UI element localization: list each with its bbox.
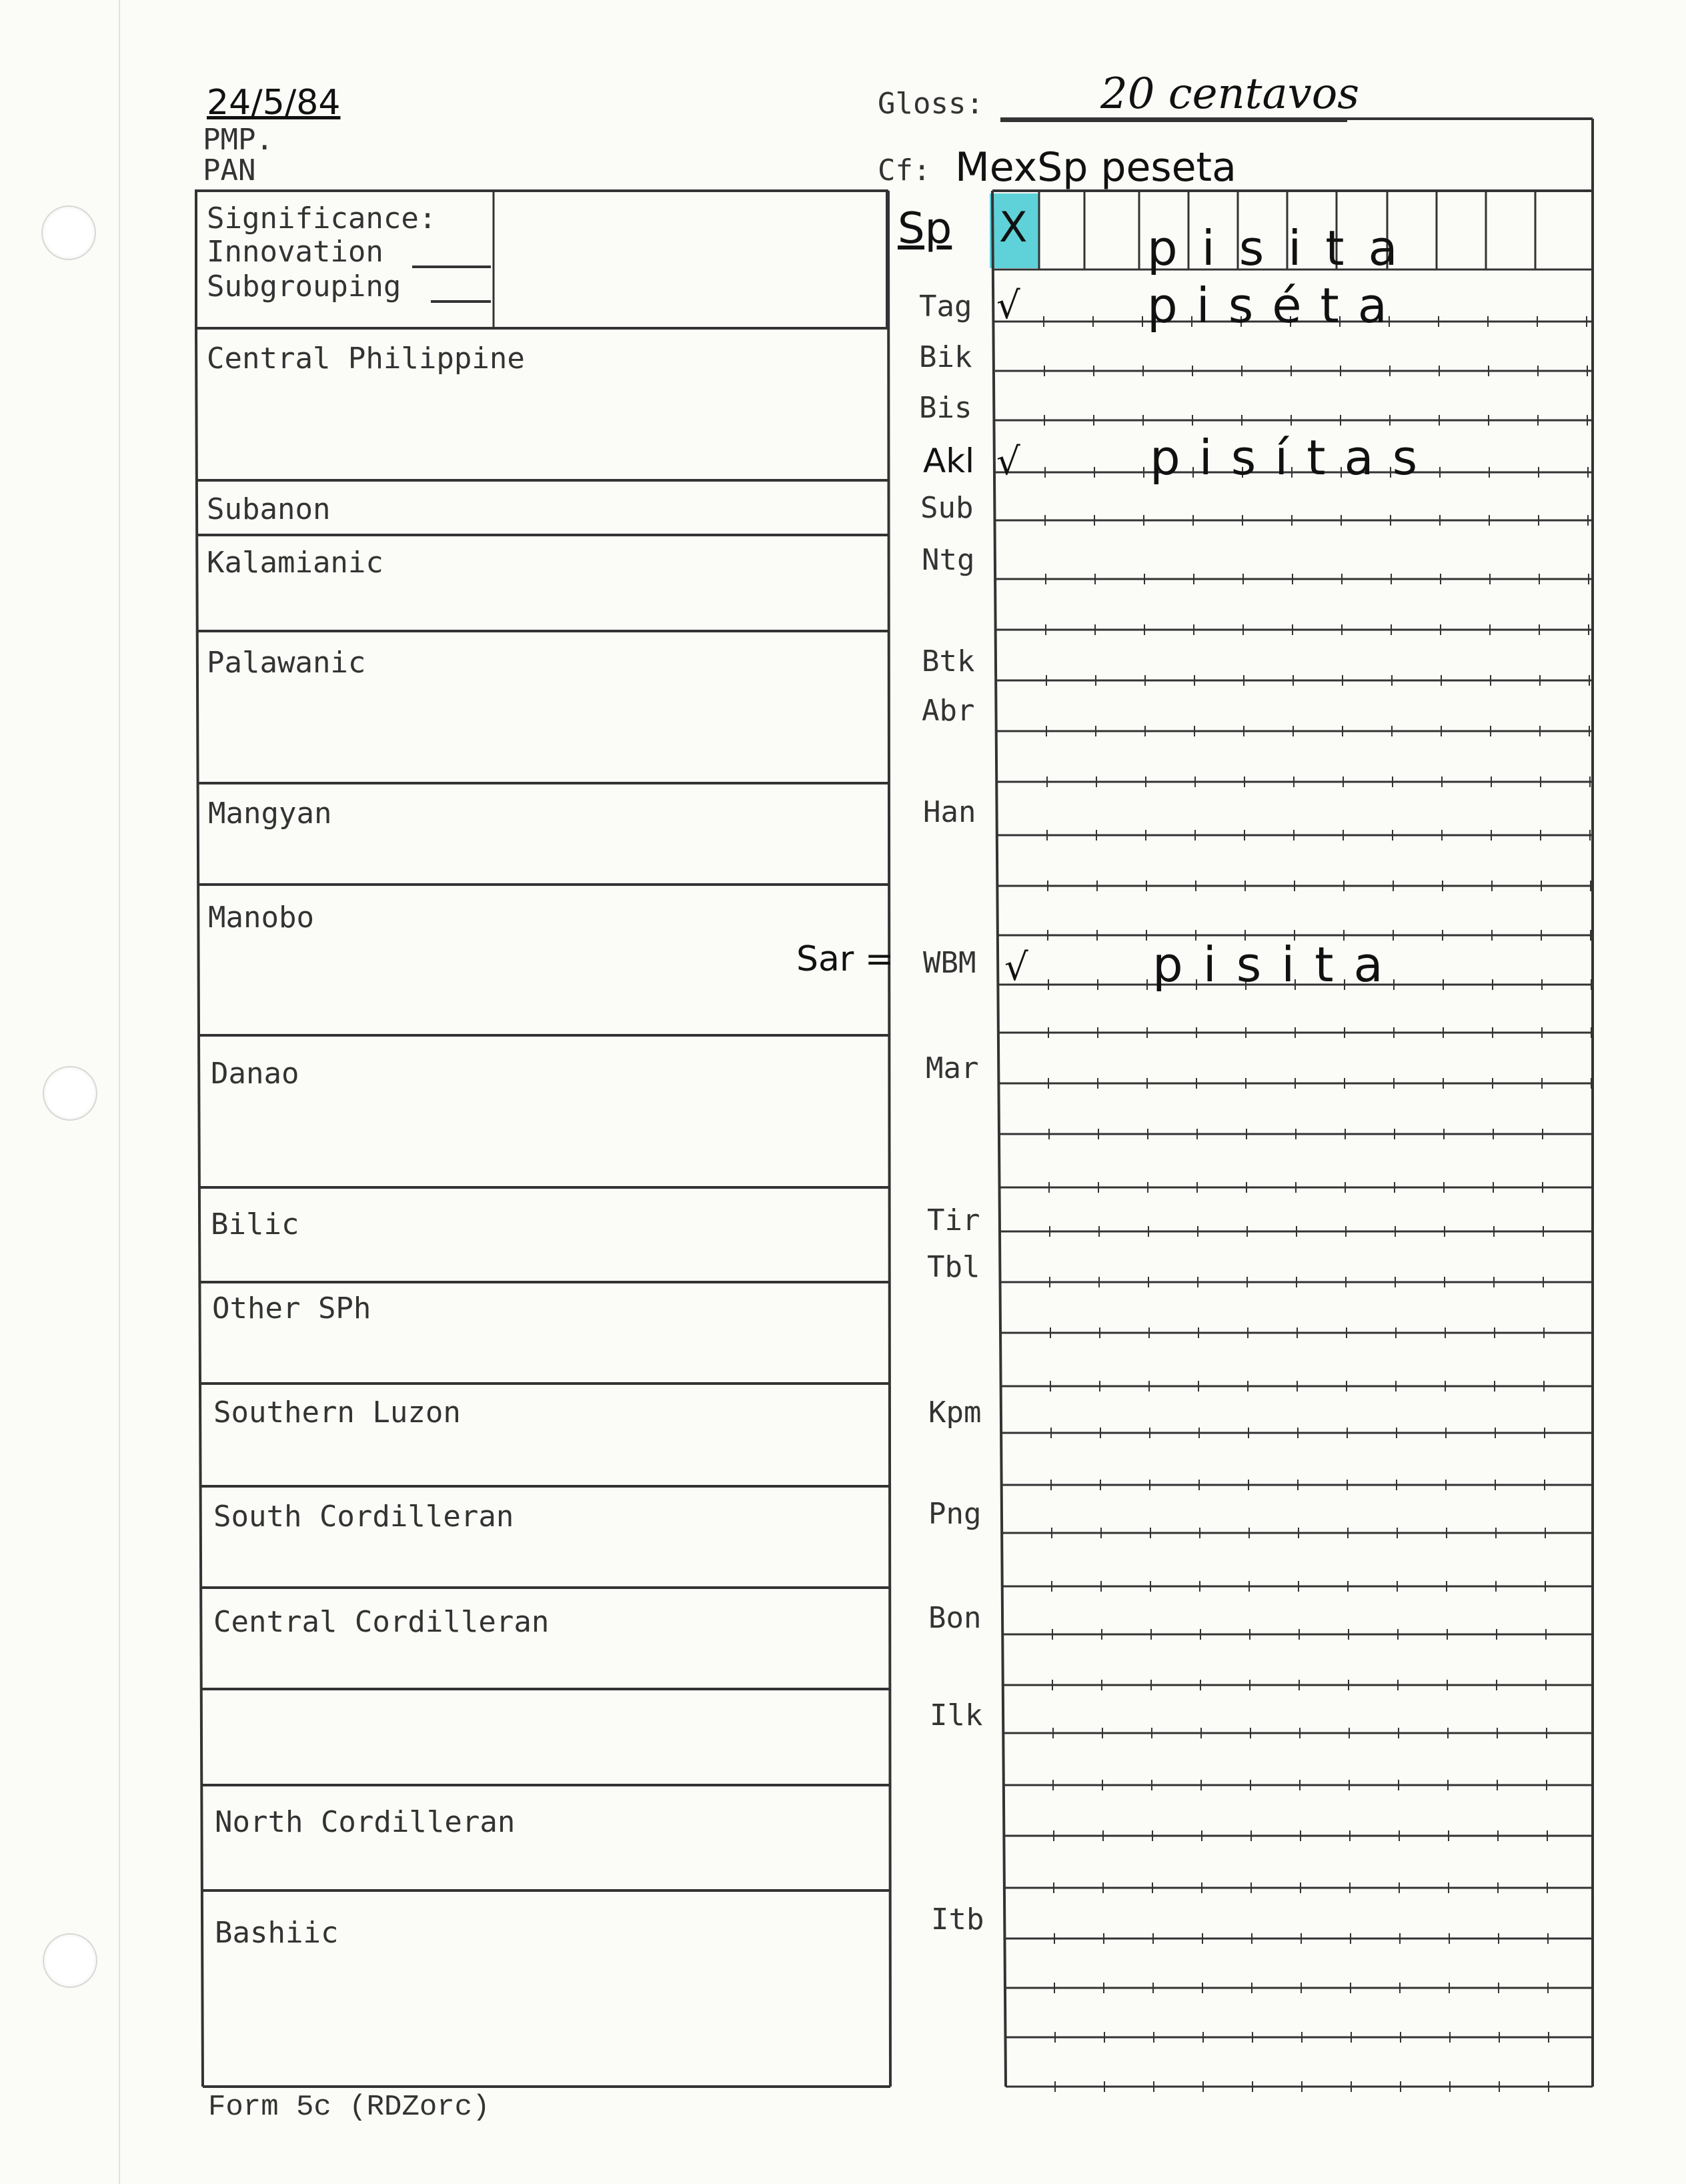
cf-value: MexSp peseta bbox=[955, 144, 1236, 191]
form-wbm: pisita bbox=[1152, 937, 1403, 993]
lang-code-abr: Abr bbox=[922, 694, 975, 728]
lang-code-akl: Akl bbox=[923, 442, 975, 480]
group-southern-luzon: Southern Luzon bbox=[213, 1396, 461, 1430]
lang-code-bik: Bik bbox=[919, 340, 972, 374]
innovation-label: Innovation bbox=[207, 235, 383, 269]
pmp-label: PMP. bbox=[203, 123, 273, 157]
lang-code-tir: Tir bbox=[927, 1203, 980, 1237]
lang-code-wbm: WBM bbox=[923, 946, 976, 980]
mark-akl: √ bbox=[996, 440, 1020, 484]
lang-code-bon: Bon bbox=[928, 1601, 982, 1635]
mark-wbm: √ bbox=[1004, 946, 1028, 989]
gloss-label: Gloss: bbox=[878, 87, 984, 121]
form-akl: pisítas bbox=[1150, 430, 1437, 486]
mark-sp: X bbox=[999, 203, 1028, 251]
lang-code-tag: Tag bbox=[919, 290, 972, 324]
lang-code-kpm: Kpm bbox=[928, 1396, 982, 1430]
mark-tag: √ bbox=[996, 284, 1020, 328]
form-footer: Form 5c (RDZorc) bbox=[208, 2091, 490, 2124]
gloss-value: 20 centavos bbox=[1100, 69, 1360, 119]
lang-code-tbl: Tbl bbox=[927, 1250, 980, 1284]
group-north-cordilleran: North Cordilleran bbox=[215, 1805, 516, 1839]
lang-code-mar: Mar bbox=[926, 1051, 979, 1085]
group-bashiic: Bashiic bbox=[215, 1916, 339, 1950]
significance-title: Significance: bbox=[207, 201, 437, 235]
lang-code-ntg: Ntg bbox=[922, 543, 975, 577]
cf-label: Cf: bbox=[878, 153, 931, 187]
subgrouping-label: Subgrouping bbox=[207, 269, 401, 304]
lang-code-bis: Bis bbox=[919, 391, 972, 425]
group-central-philippine: Central Philippine bbox=[207, 342, 525, 376]
group-south-cordilleran: South Cordilleran bbox=[213, 1500, 514, 1534]
lang-code-sub: Sub bbox=[920, 491, 974, 525]
innovation-blank[interactable] bbox=[412, 265, 491, 268]
lang-code-ilk: Ilk bbox=[930, 1698, 983, 1732]
gloss-underline bbox=[1000, 120, 1347, 122]
form-sp: pisita bbox=[1147, 220, 1422, 276]
pan-label: PAN bbox=[203, 153, 256, 187]
group-manobo: Manobo bbox=[208, 901, 314, 935]
lang-code-itb: Itb bbox=[931, 1902, 984, 1937]
group-other-sph: Other SPh bbox=[212, 1291, 371, 1325]
date-entry: 24/5/84 bbox=[207, 83, 341, 123]
group-mangyan: Mangyan bbox=[208, 796, 332, 831]
sar-note: Sar = bbox=[796, 939, 894, 979]
group-palawanic: Palawanic bbox=[207, 646, 366, 680]
subgrouping-blank[interactable] bbox=[431, 300, 491, 303]
form-tag: piséta bbox=[1147, 278, 1406, 334]
group-subanon: Subanon bbox=[207, 492, 331, 526]
lang-code-han: Han bbox=[923, 795, 976, 829]
group-kalamianic: Kalamianic bbox=[207, 546, 383, 580]
group-danao: Danao bbox=[211, 1057, 299, 1091]
lang-code-btk: Btk bbox=[922, 644, 975, 678]
lang-code-png: Png bbox=[928, 1497, 982, 1531]
lang-code-sp: Sp bbox=[898, 204, 952, 253]
group-bilic: Bilic bbox=[211, 1207, 299, 1241]
group-central-cordilleran: Central Cordilleran bbox=[213, 1605, 550, 1639]
